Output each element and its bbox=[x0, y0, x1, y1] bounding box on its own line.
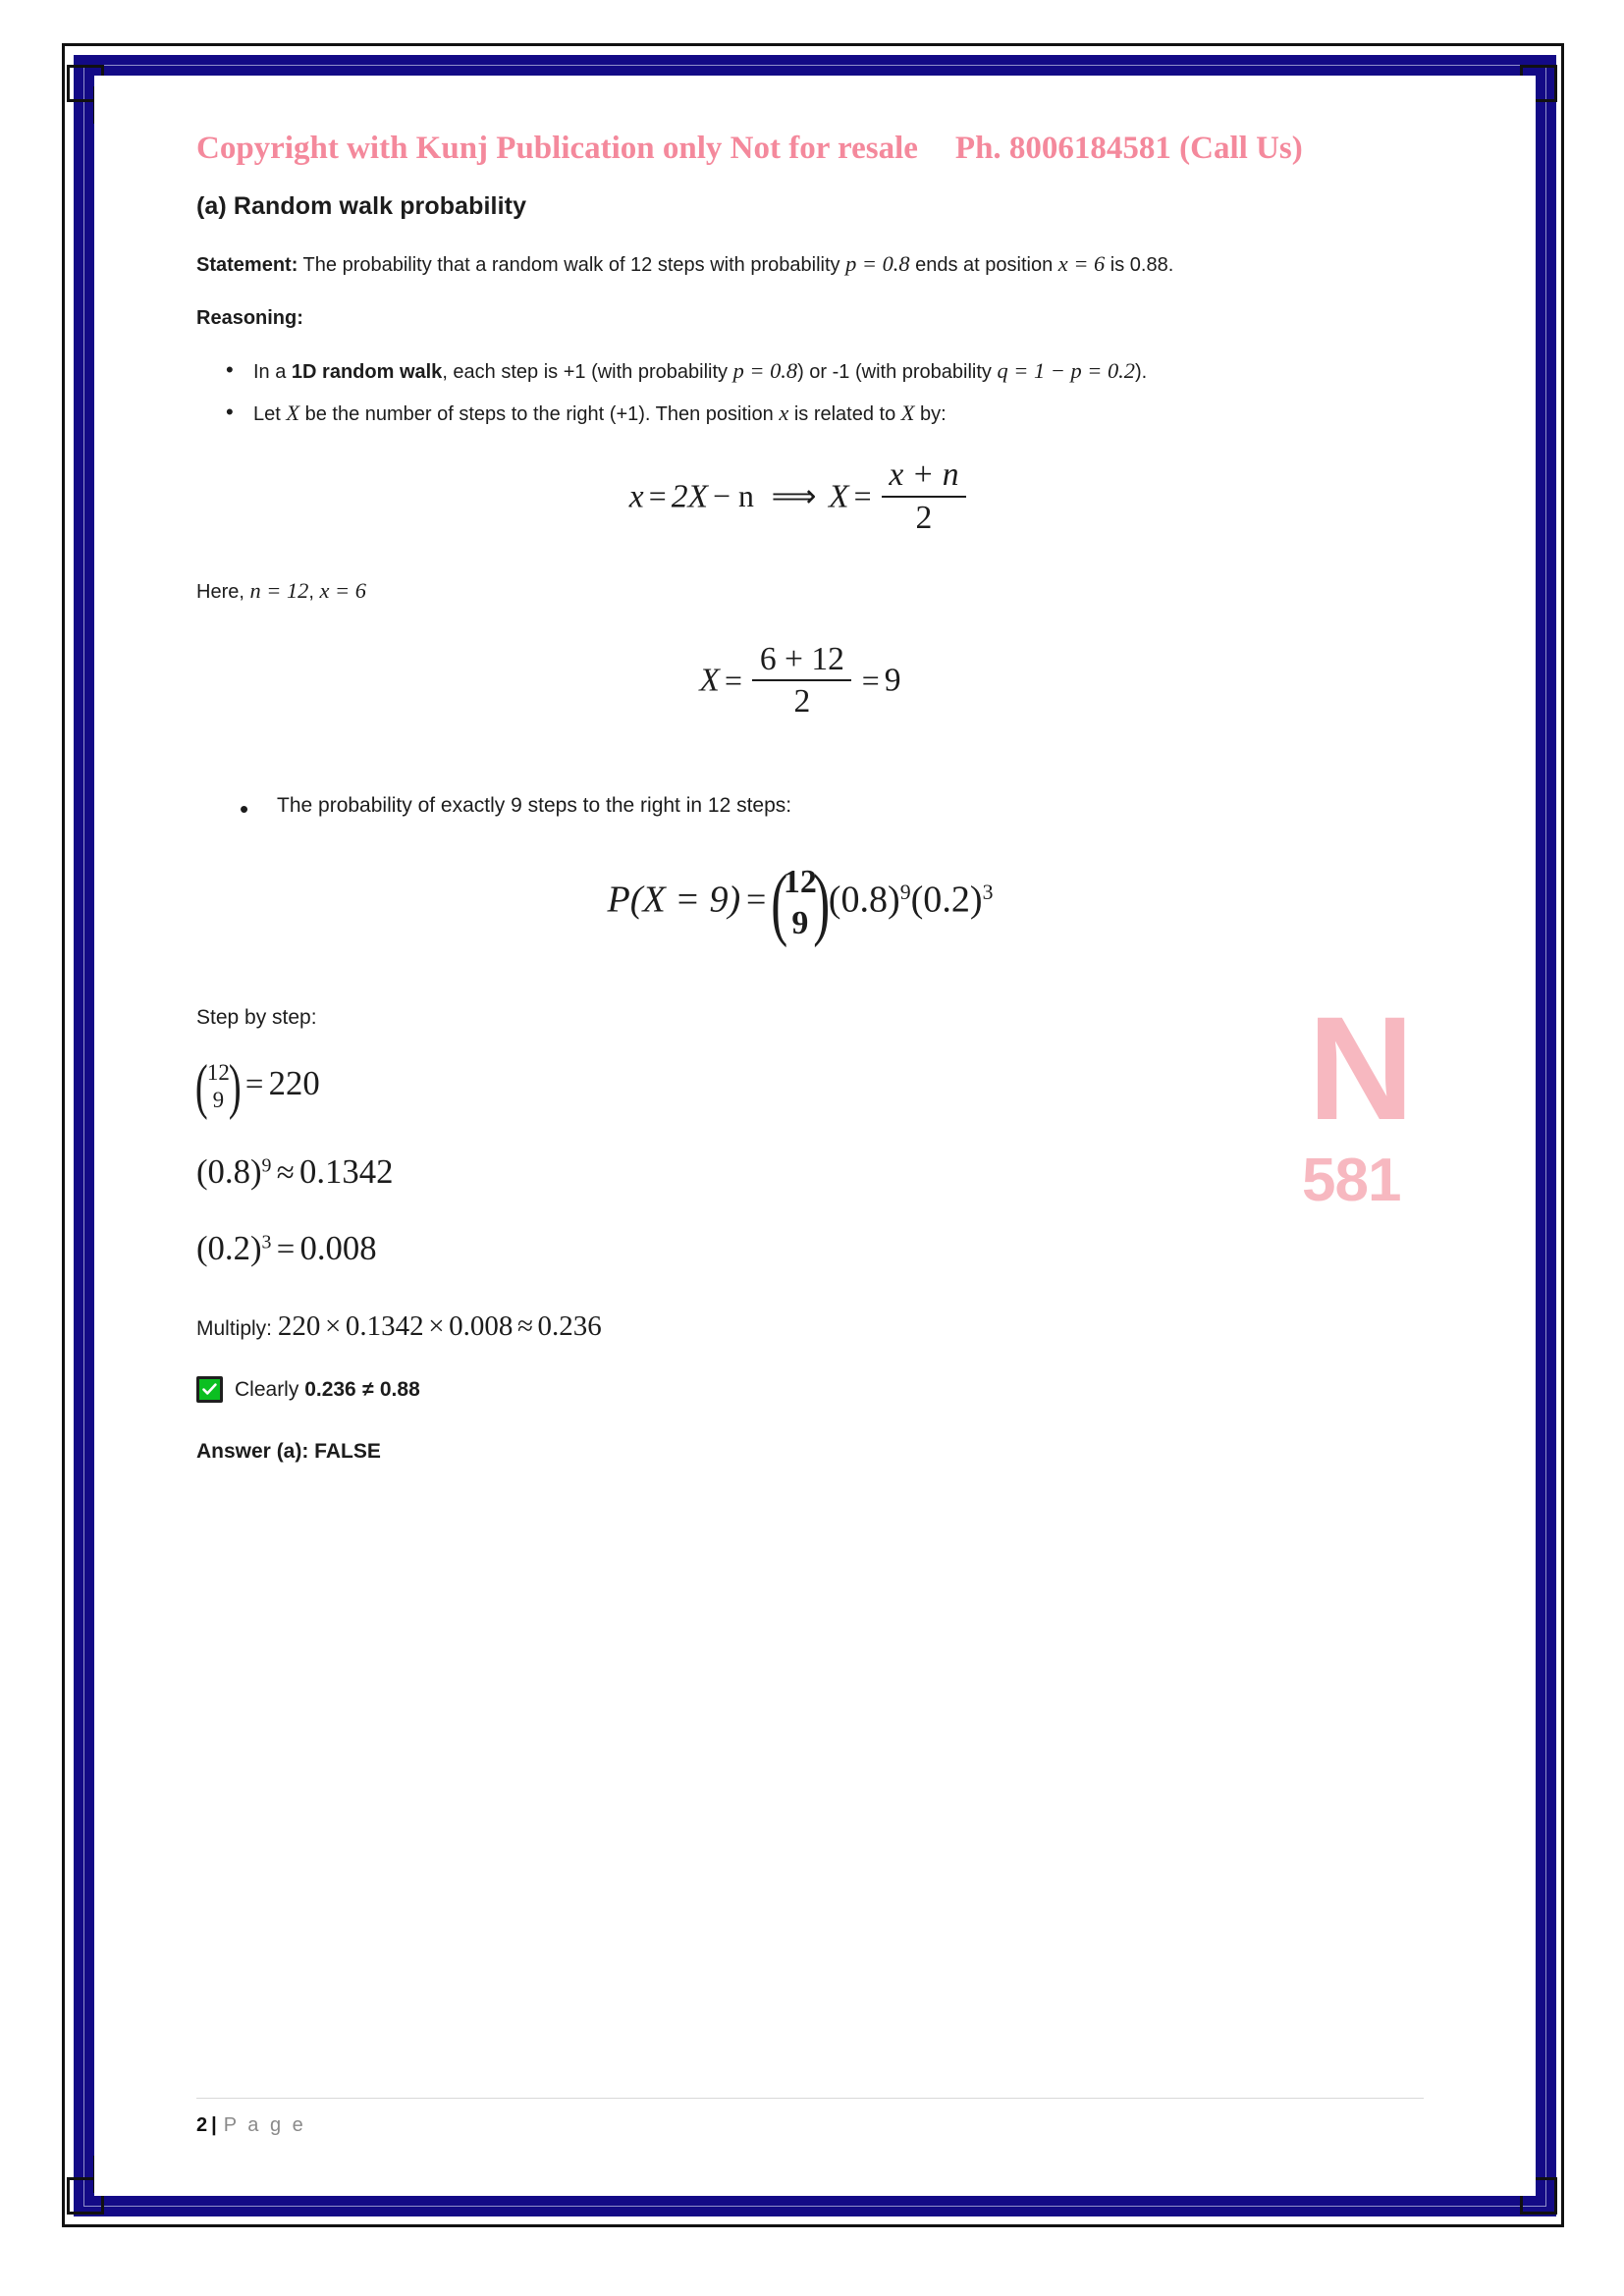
eq2-equals-2: = bbox=[861, 663, 880, 698]
bullet-0-math-p: p = 0.8 bbox=[732, 358, 798, 384]
reasoning-label: Reasoning: bbox=[196, 307, 303, 330]
step-2-exponent: 3 bbox=[261, 1231, 272, 1254]
eq3-equals: = bbox=[745, 880, 767, 919]
here-x-value: x = 6 bbox=[319, 578, 366, 604]
statement-text-3: is 0.88. bbox=[1105, 254, 1174, 276]
step-0-binomial bbox=[195, 1053, 242, 1121]
watermark-letter: N bbox=[1308, 986, 1413, 1150]
bullet-0-post: ). bbox=[1134, 361, 1148, 384]
footer-page-indicator bbox=[196, 2114, 1424, 2137]
list-item bbox=[277, 789, 1404, 823]
step-2-value: 0.008 bbox=[299, 1228, 377, 1267]
here-values-line bbox=[196, 573, 1404, 609]
eq3-term1-base: (0.8) bbox=[828, 879, 900, 920]
multiply-b: 0.1342 bbox=[345, 1310, 424, 1343]
bullet-1-math-x: x bbox=[779, 400, 789, 425]
check-value-b: 0.88 bbox=[379, 1377, 420, 1401]
binom-values bbox=[207, 1059, 230, 1115]
green-check-icon bbox=[196, 1376, 223, 1403]
step-0-value: 220 bbox=[268, 1063, 320, 1102]
binom-left-paren: ( bbox=[195, 1053, 209, 1121]
step-row-power-08 bbox=[196, 1151, 1404, 1193]
multiply-line bbox=[196, 1310, 1404, 1343]
eq1-frac-denominator: 2 bbox=[915, 499, 933, 536]
eq1-fraction bbox=[882, 456, 966, 536]
step-1-value: 0.1342 bbox=[299, 1151, 394, 1191]
eq1-rhs-X: X bbox=[828, 478, 849, 515]
eq2-result: 9 bbox=[884, 662, 901, 699]
footer-separator: | bbox=[211, 2114, 220, 2136]
eq1-equals-2: = bbox=[853, 479, 872, 514]
statement-math-p: p = 0.8 bbox=[845, 251, 910, 276]
multiply-label: Multiply: bbox=[196, 1317, 278, 1341]
bullet-0-mid2: ) or -1 (with probability bbox=[797, 361, 998, 384]
here-n-value: n = 12 bbox=[249, 578, 309, 604]
answer-line: Answer (a): FALSE bbox=[196, 1440, 381, 1464]
step-1-exponent: 9 bbox=[261, 1154, 272, 1177]
bullet-probability-text: The probability of exactly 9 steps to the right in 12 steps: bbox=[277, 793, 792, 817]
bullet-1-math-X2: X bbox=[900, 400, 915, 425]
step-2-base: (0.2) bbox=[196, 1228, 262, 1267]
footer-page-number: 2 bbox=[196, 2114, 208, 2136]
probability-bullet-list bbox=[196, 789, 1404, 823]
equation-X-value bbox=[196, 640, 1404, 723]
reasoning-bullet-list bbox=[196, 353, 1404, 431]
check-neq-sign: ≠ bbox=[362, 1377, 374, 1401]
step-0-relation: = bbox=[244, 1066, 264, 1102]
multiply-c: 0.008 bbox=[449, 1310, 514, 1343]
eq1-two-X: 2X bbox=[671, 478, 709, 515]
multiply-a: 220 bbox=[277, 1310, 321, 1343]
eq2-equals-1: = bbox=[725, 663, 742, 698]
bullet-1-mid: be the number of steps to the right (+1). Then position bbox=[299, 402, 780, 425]
eq1-equals-1: = bbox=[648, 479, 667, 514]
bullet-1-pre: Let bbox=[253, 402, 287, 425]
binom-values bbox=[784, 862, 817, 945]
statement-paragraph bbox=[196, 246, 1404, 282]
multiply-times-2: × bbox=[428, 1310, 445, 1343]
bullet-0-bold: 1D random walk bbox=[291, 361, 443, 384]
here-label: Here, bbox=[196, 581, 250, 604]
binom-right-paren: ) bbox=[813, 858, 831, 948]
footer-page-word: P a g e bbox=[223, 2114, 306, 2136]
step-0-binom-top: 12 bbox=[206, 1059, 230, 1085]
eq2-frac-numerator: 6 + 12 bbox=[752, 641, 851, 682]
step-by-step-label: Step by step: bbox=[196, 1005, 317, 1029]
eq1-frac-numerator: x + n bbox=[882, 456, 966, 498]
eq2-fraction bbox=[752, 641, 851, 721]
equation-position-relation bbox=[196, 456, 1404, 540]
page-content-area bbox=[94, 76, 1536, 2196]
binom-right-paren: ) bbox=[228, 1053, 242, 1121]
eq3-binomial-coefficient bbox=[770, 858, 831, 948]
bullet-0-pre: In a bbox=[253, 361, 292, 384]
bullet-1-post: by: bbox=[914, 402, 947, 425]
statement-label: Statement: bbox=[196, 254, 298, 276]
step-1-relation: ≈ bbox=[276, 1154, 295, 1191]
bullet-1-mid2: is related to bbox=[788, 402, 901, 425]
list-item bbox=[253, 396, 1404, 431]
here-comma: , bbox=[308, 581, 320, 604]
eq2-lhs-X: X bbox=[699, 662, 720, 699]
multiply-approx: ≈ bbox=[516, 1310, 533, 1343]
eq3-term1-exponent: 9 bbox=[899, 880, 911, 904]
check-pre: Clearly bbox=[235, 1377, 305, 1401]
multiply-times-1: × bbox=[324, 1310, 342, 1343]
copyright-header bbox=[196, 131, 1404, 167]
bullet-1-math-X: X bbox=[286, 400, 300, 425]
list-item bbox=[253, 353, 1404, 389]
phone-text: Ph. 8006184581 (Call Us) bbox=[954, 131, 1303, 166]
section-title: (a) Random walk probability bbox=[196, 192, 527, 220]
watermark-digits: 581 bbox=[1302, 1147, 1401, 1214]
document-body bbox=[196, 131, 1404, 1464]
eq1-minus-n: − n bbox=[713, 479, 754, 514]
eq3-lhs: P(X = 9) bbox=[607, 879, 741, 920]
check-value-a: 0.236 bbox=[304, 1377, 356, 1401]
step-0-binom-bottom: 9 bbox=[212, 1088, 225, 1113]
binom-left-paren: ( bbox=[770, 858, 787, 948]
statement-text-1: The probability that a random walk of 12 steps with probability bbox=[298, 254, 846, 276]
check-text bbox=[235, 1378, 420, 1402]
eq3-term2-exponent: 3 bbox=[982, 880, 994, 904]
bullet-0-mid: , each step is +1 (with probability bbox=[442, 361, 733, 384]
step-1-base: (0.8) bbox=[196, 1151, 262, 1191]
statement-text-2: ends at position bbox=[909, 254, 1058, 276]
statement-math-x: x = 6 bbox=[1057, 251, 1106, 276]
conclusion-check-line bbox=[196, 1376, 1404, 1403]
step-row-power-02 bbox=[196, 1228, 1404, 1269]
eq1-implies-arrow: ⟹ bbox=[771, 479, 817, 514]
equation-binomial-probability bbox=[196, 858, 1404, 948]
step-row-binomial bbox=[195, 1053, 1404, 1121]
eq3-term2-base: (0.2) bbox=[910, 879, 983, 920]
copyright-text: Copyright with Kunj Publication only Not for resale bbox=[196, 131, 918, 166]
eq1-lhs-x: x bbox=[628, 478, 644, 515]
page-footer bbox=[196, 2098, 1424, 2137]
eq3-binom-bottom: 9 bbox=[791, 905, 809, 942]
multiply-result: 0.236 bbox=[537, 1310, 602, 1343]
bullet-0-math-q: q = 1 − p = 0.2 bbox=[997, 358, 1135, 384]
eq2-frac-denominator: 2 bbox=[793, 683, 811, 721]
eq3-binom-top: 12 bbox=[783, 863, 817, 900]
step-2-relation: = bbox=[276, 1231, 296, 1267]
